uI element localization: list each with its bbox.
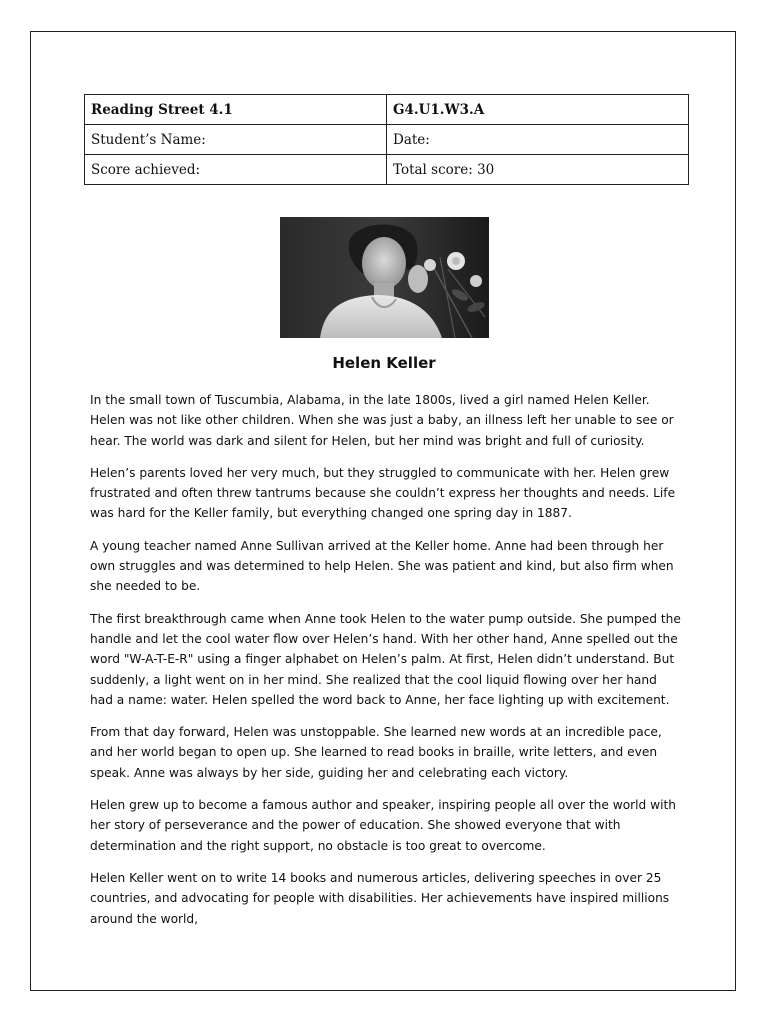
- paragraph: Helen’s parents loved her very much, but they struggled to communicate with her. Helen grew frustrated and often threw tantrums because she couldn’t express her thoughts and needs. Life was hard for the Keller family, but everything changed one spring day in 1887.: [90, 465, 676, 521]
- score-achieved-cell: Score achieved:: [85, 155, 387, 185]
- header-row: [85, 155, 689, 185]
- date-cell: Date:: [387, 125, 689, 155]
- student-name-cell: Student’s Name:: [85, 125, 387, 155]
- paragraph: A young teacher named Anne Sullivan arrived at the Keller home. Anne had been through her own struggles and was determined to help Helen. She was patient and kind, but also firm when she needed to be.: [90, 538, 674, 594]
- code-cell: G4.U1.W3.A: [387, 95, 689, 125]
- header-row: [85, 125, 689, 155]
- paragraph: In the small town of Tuscumbia, Alabama, in the late 1800s, lived a girl named Helen Keller. Helen was not like other children. When she was just a baby, an illness left her unable to see or hear. The world was dark and silent for Helen, but her mind was bright and full of curiosity.: [90, 393, 674, 448]
- total-score-cell: Total score: 30: [387, 155, 689, 185]
- story-body: [90, 390, 682, 941]
- story-title: Helen Keller: [332, 354, 436, 372]
- paragraph: Helen grew up to become a famous author and speaker, inspiring people all over the world with her story of perseverance and the power of education. She showed everyone that with determination and the right support, no obstacle is too great to overcome.: [90, 798, 677, 853]
- paragraph: Helen Keller went on to write 14 books and numerous articles, delivering speeches in over 25 countries, and advocating for people with disabilities. Her achievements have inspired millions around the world,: [90, 870, 670, 926]
- paragraph: From that day forward, Helen was unstoppable. She learned new words at an incredible pace, and her world began to open up. She learned to read books in braille, write letters, and even speak. Anne was always by her side, guiding her and celebrating each victory.: [90, 725, 662, 780]
- helen-keller-photo: [280, 217, 489, 338]
- paragraph: The first breakthrough came when Anne took Helen to the water pump outside. She pumped the handle and let the cool water flow over Helen’s hand. With her other hand, Anne spelled out the word "W-A-T-E-R" using a finger alphabet on Helen’s palm. At first, Helen didn’t understand. But suddenly, a light went on in her mind. She realized that the cool liquid flowing over her hand had a name: water. Helen spelled the word back to Anne, her face lighting up with excitement.: [90, 611, 681, 707]
- header-row: [85, 95, 689, 125]
- course-cell: Reading Street 4.1: [85, 95, 387, 125]
- document-page: [30, 31, 736, 991]
- header-table: [84, 94, 689, 185]
